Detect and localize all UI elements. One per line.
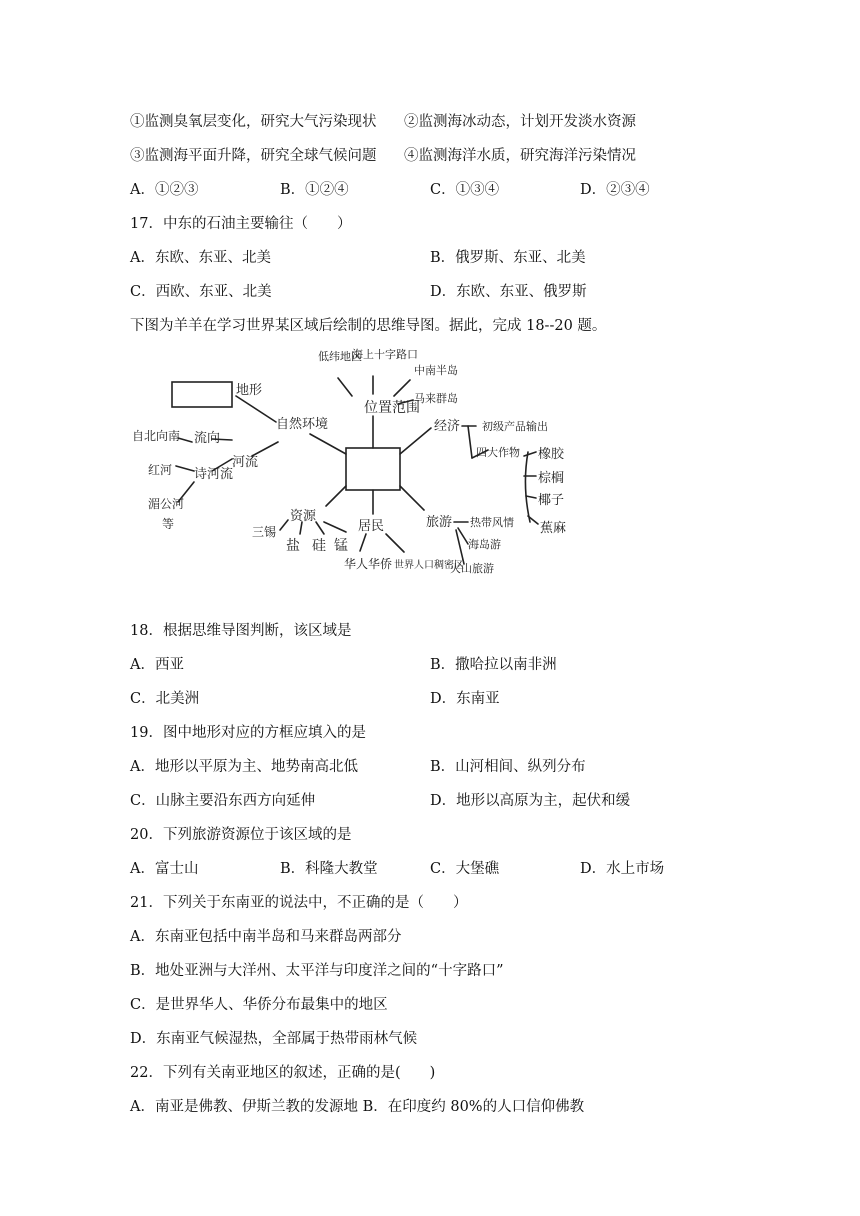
q20-option-b: B．科隆大教堂 <box>280 861 378 877</box>
mm-econ-2: 四大作物 <box>476 446 520 459</box>
mm-loc-1: 低纬地区 <box>318 350 362 363</box>
mm-econ-1: 初级产品输出 <box>482 420 548 433</box>
mm-res-3: 硅 <box>312 538 326 554</box>
line-to-tourism <box>400 486 424 510</box>
mm-economy: 经济 <box>434 419 461 434</box>
mm-res-1: 三锡 <box>252 525 277 539</box>
mm-crop-2: 棕榈 <box>538 471 565 486</box>
q16-option-b: B．①②④ <box>280 182 349 198</box>
mm-res-2: 盐 <box>286 538 300 554</box>
mm-tour-3: 火山旅游 <box>450 562 494 575</box>
mindmap-intro: 下图为羊羊在学习世界某区域后绘制的思维导图。据此，完成 18--20 题。 <box>130 318 607 334</box>
mm-river-1: 红河 <box>148 463 173 477</box>
mm-location: 位置范围 <box>364 400 420 416</box>
q18-option-b: B．撒哈拉以南非洲 <box>430 657 557 673</box>
q21-option-c: C．是世界华人、华侨分布最集中的地区 <box>130 997 388 1013</box>
q19-option-a: A．地形以平原为主、地势南高北低 <box>130 759 358 775</box>
mm-resources: 资源 <box>290 509 317 524</box>
q17-stem: 17．中东的石油主要输往（ ） <box>130 216 352 232</box>
mm-tourism: 旅游 <box>426 515 453 530</box>
q16-option-c: C．①③④ <box>430 182 500 198</box>
mm-residents: 居民 <box>358 519 385 534</box>
q17-option-c: C．西欧、东亚、北美 <box>130 284 272 300</box>
q20-option-d: D．水上市场 <box>580 861 665 877</box>
q16-option-d: D．②③④ <box>580 182 650 198</box>
q19-option-c: C．山脉主要沿东西方向延伸 <box>130 793 316 809</box>
q17-option-a: A．东欧、东亚、北美 <box>130 250 271 266</box>
mm-resident-2: 世界人口稠密区 <box>394 560 464 571</box>
mm-river-flow-desc: 自北向南 <box>132 429 181 443</box>
mm-tour-1: 热带风情 <box>470 516 514 529</box>
q21-option-b: B．地处亚洲与大洋州、太平洋与印度洋之间的“十字路口” <box>130 963 504 979</box>
mm-river-2: 湄公河 <box>148 497 185 511</box>
q21-option-d: D．东南亚气候湿热，全部属于热带雨林气候 <box>130 1031 418 1047</box>
q16-option-a: A．①②③ <box>130 182 199 198</box>
q17-option-b: B．俄罗斯、东亚、北美 <box>430 250 586 266</box>
mm-crop-3: 椰子 <box>538 493 565 508</box>
center-box <box>346 448 400 490</box>
mm-loc-4: 马来群岛 <box>414 392 458 405</box>
q22-option-ab: A．南亚是佛教、伊斯兰教的发源地 B．在印度约 80%的人口信仰佛教 <box>130 1099 585 1115</box>
mm-crop-4: 蕉麻 <box>540 521 567 536</box>
q22-stem: 22．下列有关南亚地区的叙述，正确的是( ) <box>130 1065 436 1081</box>
mm-terrain: 地形 <box>236 383 263 398</box>
q16-statement-2: ②监测海冰动态，计划开发淡水资源 <box>404 114 636 130</box>
line-to-resources <box>326 486 346 506</box>
terrain-answer-box <box>172 382 232 407</box>
q16-statement-1: ①监测臭氧层变化，研究大气污染现状 <box>130 114 377 130</box>
mm-resident-1: 华人华侨 <box>344 557 393 571</box>
mm-res-4: 锰 <box>334 538 348 554</box>
mm-loc-2: 海上十字路口 <box>352 348 418 361</box>
line-to-economy <box>400 428 431 454</box>
q17-option-d: D．东欧、东亚、俄罗斯 <box>430 284 587 300</box>
q18-option-d: D．东南亚 <box>430 691 500 707</box>
q18-option-c: C．北美洲 <box>130 691 200 707</box>
q20-stem: 20．下列旅游资源位于该区域的是 <box>130 827 352 843</box>
q20-option-a: A．富士山 <box>130 861 199 877</box>
q21-option-a: A．东南亚包括中南半岛和马来群岛两部分 <box>130 929 402 945</box>
mm-rivers: 河流 <box>232 455 259 470</box>
q20-option-c: C．大堡礁 <box>430 861 500 877</box>
line-to-nature <box>310 434 346 454</box>
mm-loc-3: 中南半岛 <box>414 364 458 377</box>
q21-stem: 21．下列关于东南亚的说法中，不正确的是（ ） <box>130 895 468 911</box>
mm-crop-1: 橡胶 <box>538 447 565 462</box>
q18-option-a: A．西亚 <box>130 657 184 673</box>
mind-map-figure <box>128 346 588 604</box>
mm-tour-2: 海岛游 <box>468 538 501 551</box>
mm-river-3: 等 <box>162 517 175 531</box>
q19-option-d: D．地形以高原为主，起伏和缓 <box>430 793 631 809</box>
q16-statement-3: ③监测海平面升降，研究全球气候问题 <box>130 148 377 164</box>
mm-nature: 自然环境 <box>276 417 329 432</box>
q19-option-b: B．山河相间、纵列分布 <box>430 759 586 775</box>
mm-river-names: 诗河流 <box>194 467 234 482</box>
q16-statement-4: ④监测海洋水质，研究海洋污染情况 <box>404 148 636 164</box>
mm-river-flow: 流向 <box>194 431 221 446</box>
q19-stem: 19．图中地形对应的方框应填入的是 <box>130 725 366 741</box>
q18-stem: 18．根据思维导图判断，该区域是 <box>130 623 352 639</box>
